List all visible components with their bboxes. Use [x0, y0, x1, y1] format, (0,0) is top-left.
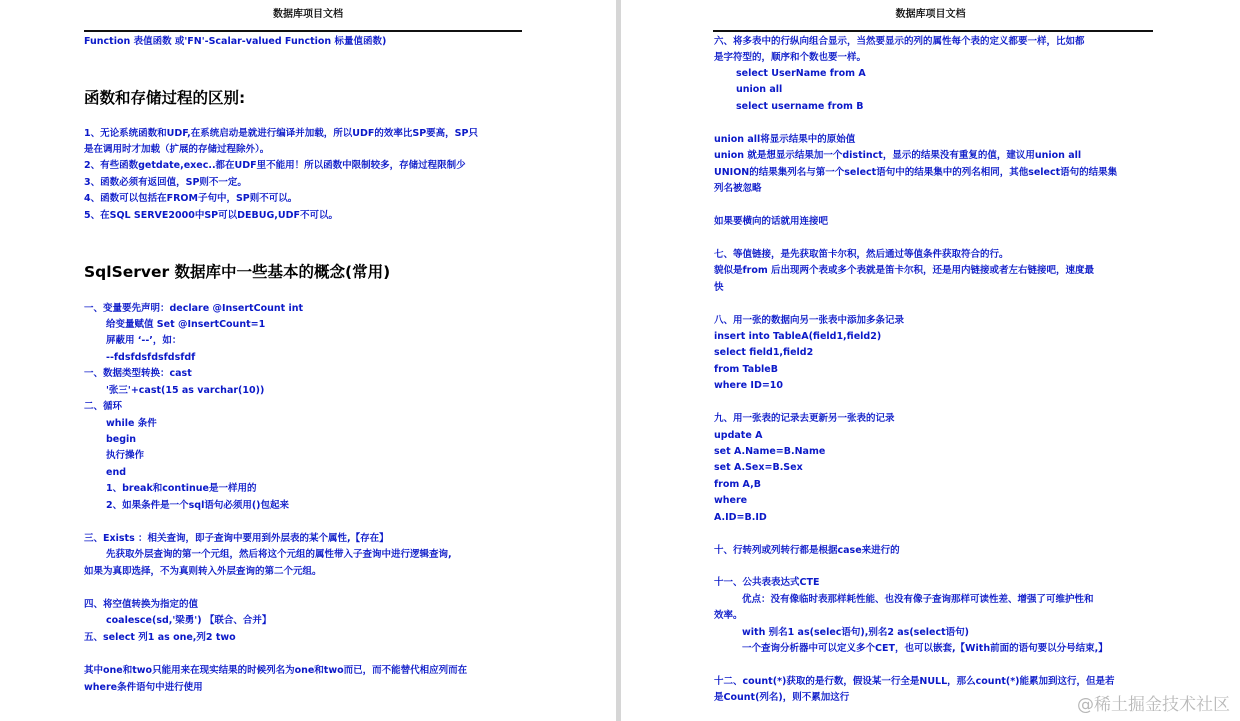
diff-line: 4、函数可以包括在FROM子句中，SP则不可以。 — [84, 193, 298, 204]
heading-sqlserver-concepts: SqlServer 数据库中一些基本的概念(常用) — [84, 263, 391, 281]
union-note-line: 列名被忽略 — [714, 183, 762, 194]
union-line: select UserName from A — [736, 68, 866, 79]
diff-line: 是在调用时才加载（扩展的存储过程除外）。 — [84, 144, 270, 155]
exists-line: 如果为真即选择，不为真则转入外层查询的第二个元组。 — [84, 566, 322, 577]
count-line: 十二、count(*)获取的是行数，假设某一行全是NULL，那么count(*)能累加到这行，但是若 — [714, 676, 1115, 687]
insert-line: 八、用一张的数据向另一张表中添加多条记录 — [714, 315, 905, 326]
exists-line: 三、Exists ：相关查询，即子查询中要用到外层表的某个属性,【存在】 — [84, 533, 389, 544]
update-line: update A — [714, 430, 763, 441]
page-header-title: 数据库项目文档 — [273, 9, 343, 20]
left-page — [0, 0, 616, 721]
union-note-line: UNION的结果集列名与第一个select语句中的结果集中的列名相同，其他select语句的结果集 — [714, 167, 1118, 178]
union-line: select username from B — [736, 101, 864, 112]
union-line: 是字符型的，顺序和个数也要一样。 — [714, 52, 867, 63]
right-page — [621, 0, 1240, 721]
equijoin-line: 七、等值链接，是先获取笛卡尔积，然后通过等值条件获取符合的行。 — [714, 249, 1009, 260]
update-line: from A,B — [714, 479, 761, 490]
count-line: 是Count(列名)，则不累加这行 — [714, 692, 850, 703]
header-rule — [84, 30, 522, 32]
update-line: 九、用一张表的记录去更新另一张表的记录 — [714, 413, 895, 424]
insert-line: from TableB — [714, 364, 778, 375]
concept-line: 屏蔽用 ‘--’，如： — [106, 335, 182, 346]
cte-line: 优点：没有像临时表那样耗性能、也没有像子查询那样可读性差、增强了可维护性和 — [742, 594, 1094, 605]
update-line: A.ID=B.ID — [714, 512, 767, 523]
update-line: set A.Name=B.Name — [714, 446, 826, 457]
diff-line: 2、有些函数getdate,exec..都在UDF里不能用！所以函数中限制较多，存储过程限制少 — [84, 160, 466, 171]
insert-line: select field1,field2 — [714, 347, 814, 358]
union-note-line: union all将显示结果中的原始值 — [714, 134, 856, 145]
concept-line: --fdsfdsfdsfdsfdf — [106, 352, 196, 363]
concept-line: 给变量赋值 Set @InsertCount=1 — [106, 319, 266, 330]
concept-line: '张三'+cast(15 as varchar(10)) — [106, 385, 265, 396]
concept-line: 一、数据类型转换：cast — [84, 368, 192, 379]
cte-line: 一个查询分析器中可以定义多个CET，也可以嵌套,【With前面的语句要以分号结束,】 — [742, 643, 1108, 654]
equijoin-line: 快 — [714, 282, 724, 293]
concept-line: 执行操作 — [106, 450, 145, 461]
concept-line: 2、如果条件是一个sql语句必须用()包起来 — [106, 500, 290, 511]
concept-line: begin — [106, 434, 137, 445]
update-line: where — [714, 495, 748, 506]
function-types-line: Function 表值函数 或'FN'-Scalar-valued Function 标量值函数) — [84, 36, 387, 47]
equijoin-line: 貌似是from 后出现两个表或多个表就是笛卡尔积，还是用内链接或者左右链接吧，速度最 — [714, 265, 1095, 276]
cte-line: with 别名1 as(selec语句),别名2 as(select语句) — [742, 627, 969, 638]
site-watermark: @稀土掘金技术社区 — [1077, 695, 1230, 715]
union-note-line: union 就是想显示结果加一个distinct，显示的结果没有重复的值，建议用union all — [714, 150, 1082, 161]
null-line: 五、select 列1 as one,列2 two — [84, 632, 236, 643]
join-hint-line: 如果要横向的话就用连接吧 — [714, 216, 829, 227]
concept-line: 1、break和continue是一样用的 — [106, 483, 257, 494]
concept-line: while 条件 — [106, 418, 157, 429]
diff-line: 5、在SQL SERVE2000中SP可以DEBUG,UDF不可以。 — [84, 210, 338, 221]
heading-function-vs-procedure: 函数和存储过程的区别: — [84, 89, 246, 107]
insert-line: where ID=10 — [714, 380, 784, 391]
cte-line: 效率。 — [714, 610, 743, 621]
concept-line: 二、循环 — [84, 401, 123, 412]
concept-line: end — [106, 467, 127, 478]
exists-line: 先获取外层查询的第一个元组，然后将这个元组的属性带入子查询中进行逻辑查询, — [106, 549, 452, 560]
diff-line: 1、无论系统函数和UDF,在系统启动是就进行编译并加载，所以UDF的效率比SP要高，SP只 — [84, 128, 478, 139]
union-line: 六、将多表中的行纵向组合显示，当然要显示的列的属性每个表的定义都要一样，比如都 — [714, 36, 1085, 47]
diff-line: 3、函数必须有返回值，SP则不一定。 — [84, 177, 247, 188]
null-line: coalesce(sd,'梁勇') 【联合、合并】 — [106, 615, 272, 626]
alias-line: where条件语句中进行使用 — [84, 682, 203, 693]
page-header-title: 数据库项目文档 — [895, 9, 966, 20]
update-line: set A.Sex=B.Sex — [714, 462, 803, 473]
union-line: union all — [736, 84, 783, 95]
concept-line: 一、变量要先声明：declare @InsertCount int — [84, 303, 304, 314]
alias-line: 其中one和two只能用来在现实结果的时候列名为one和two而已，而不能替代相应列而在 — [84, 665, 468, 676]
header-rule — [713, 30, 1153, 32]
insert-line: insert into TableA(field1,field2) — [714, 331, 882, 342]
cte-line: 十一、公共表表达式CTE — [714, 577, 820, 588]
pivot-line: 十、行转列或列转行都是根据case来进行的 — [714, 545, 900, 556]
null-line: 四、将空值转换为指定的值 — [84, 599, 199, 610]
